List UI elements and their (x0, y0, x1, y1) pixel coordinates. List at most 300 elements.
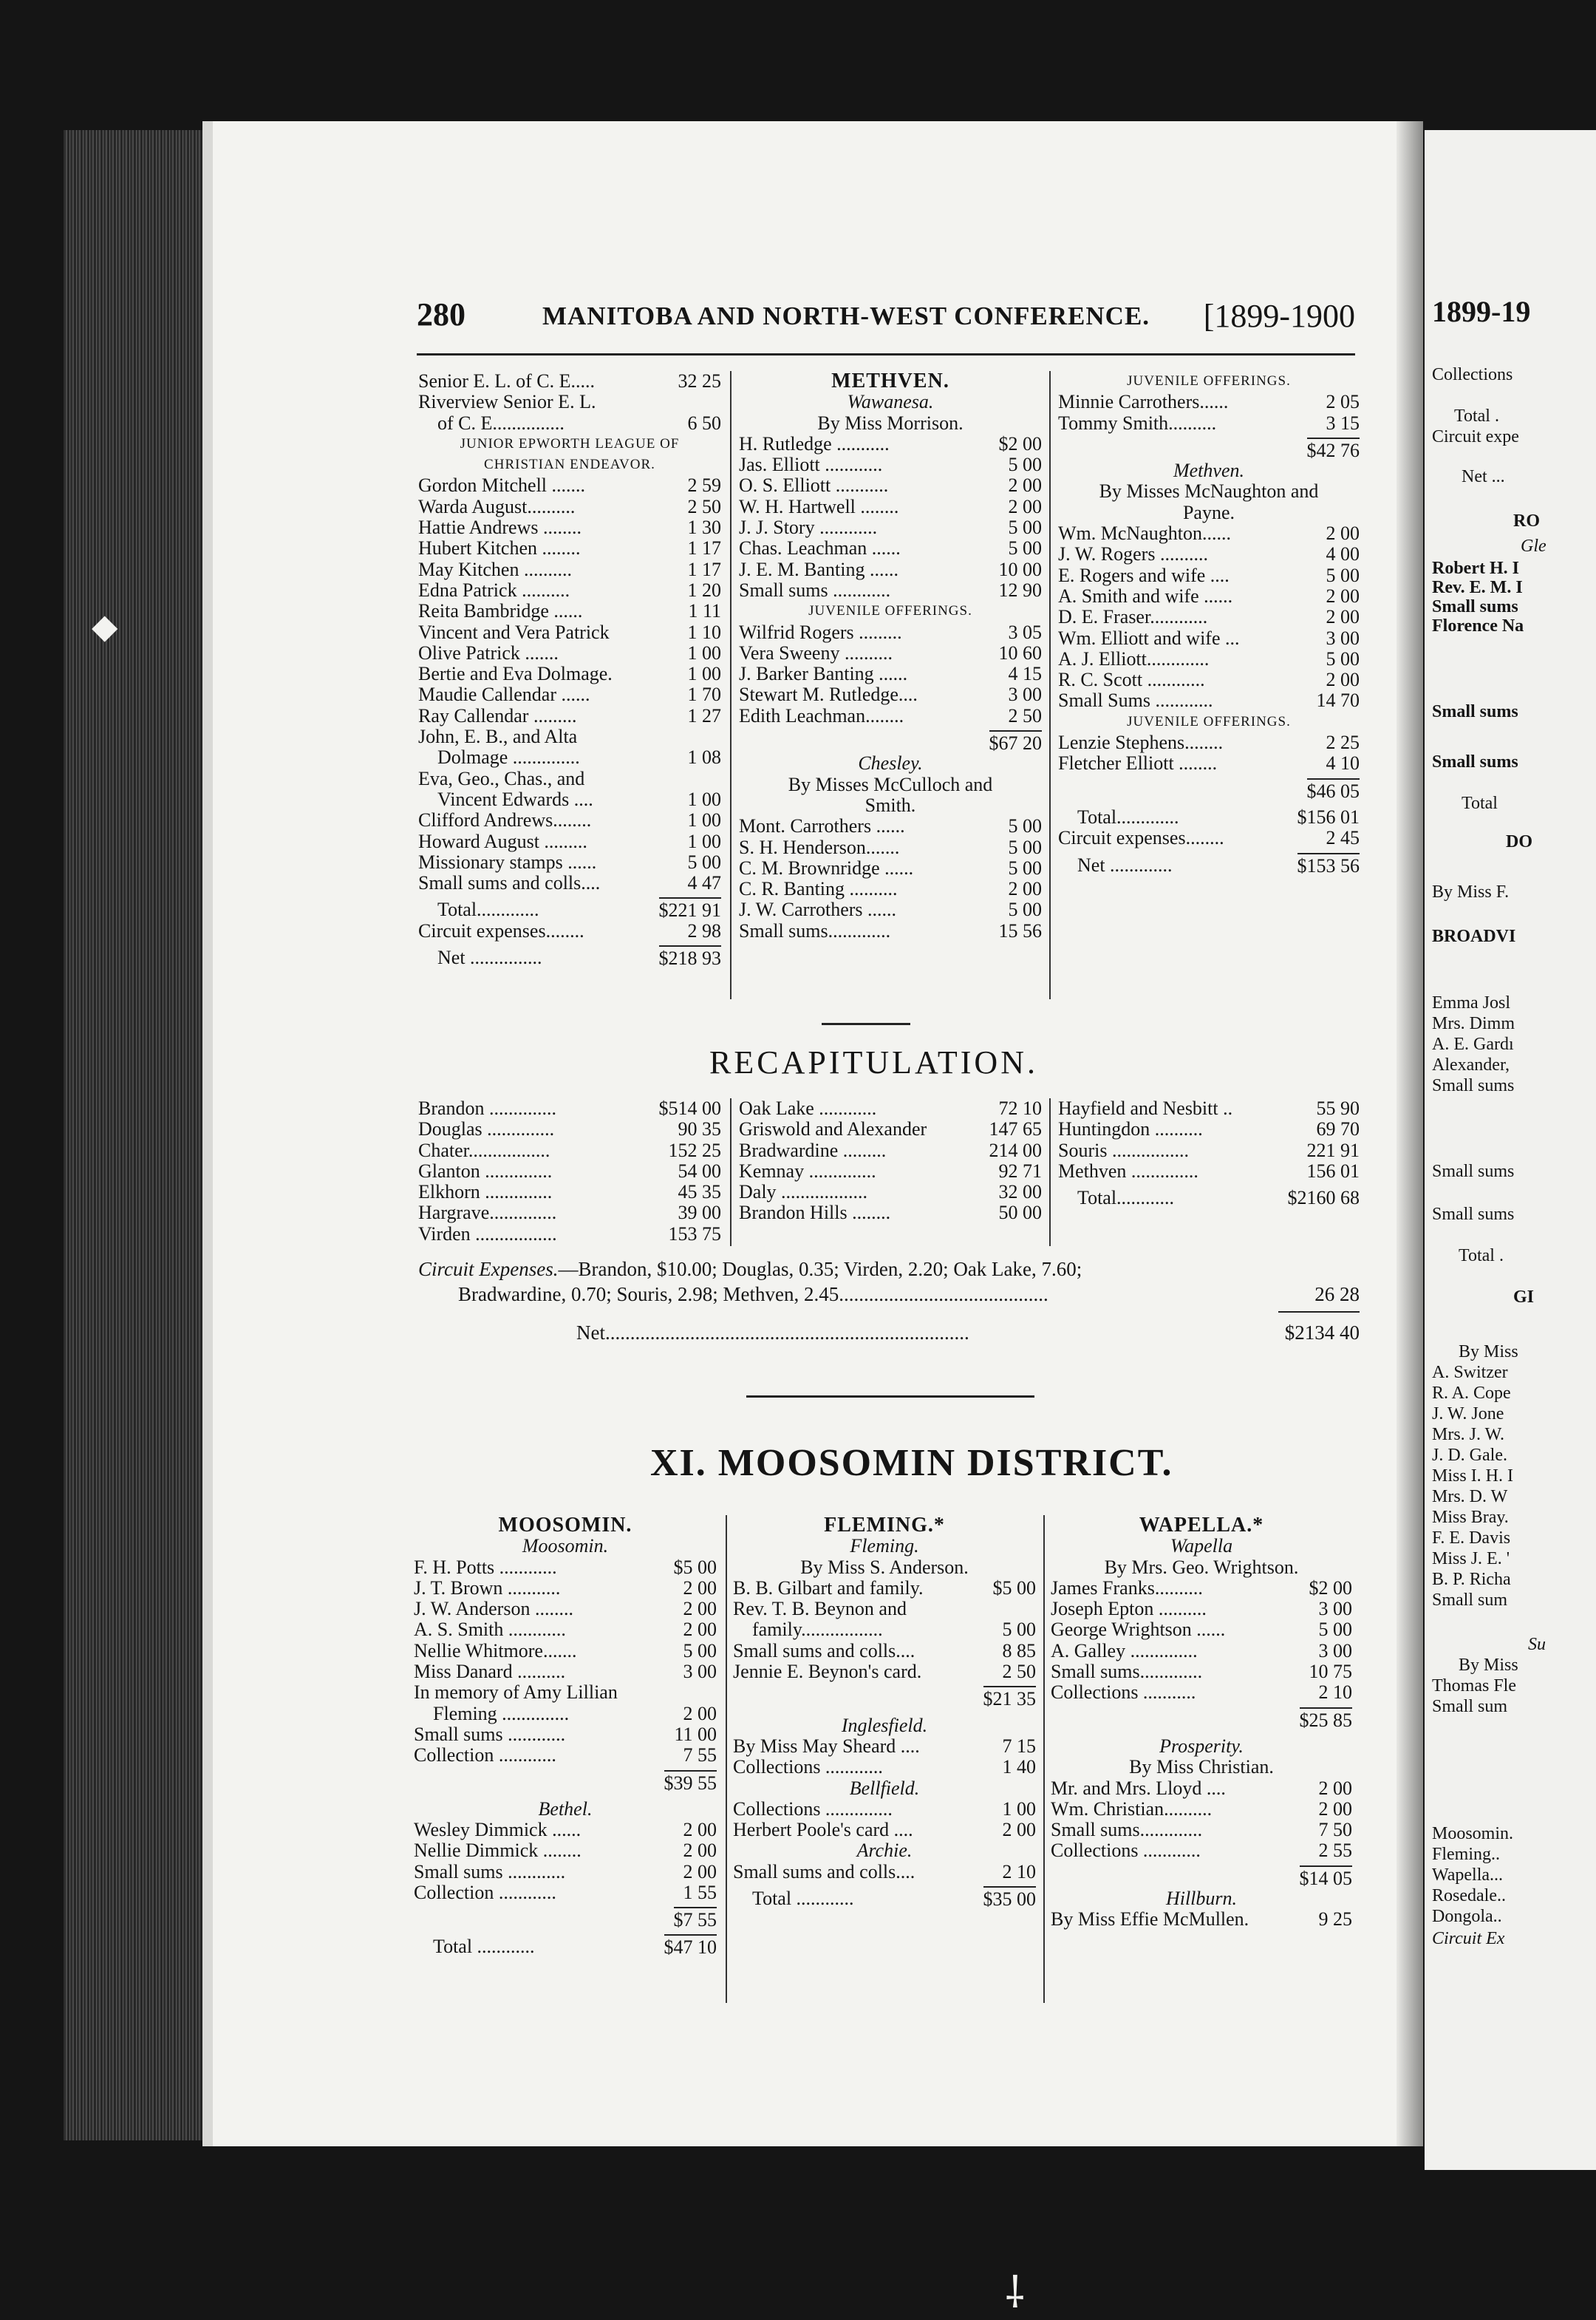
facing-page-fragment: R. A. Cope (1432, 1384, 1511, 1403)
facing-page-fragment: Circuit expe (1432, 427, 1519, 446)
entry-amount: $7 55 (674, 1907, 717, 1931)
total-rule (1278, 1311, 1360, 1313)
entry-amount: 2 00 (1008, 474, 1042, 497)
column-riverview-epworth (418, 371, 721, 968)
entry-amount: 1 17 (687, 558, 721, 580)
entry-amount: 15 56 (998, 919, 1042, 942)
entry-row (733, 1820, 1036, 1840)
entry-name: Total............. (437, 899, 539, 921)
facing-page-fragment: Net ... (1462, 467, 1505, 486)
entry-row (1058, 1098, 1360, 1119)
entry-name: Virden ................. (418, 1222, 557, 1245)
header-rule (417, 353, 1355, 356)
entry-name: Wm. Elliott and wife ... (1058, 627, 1240, 649)
entry-amount: 5 00 (1008, 857, 1042, 879)
entry-amount: 152 25 (668, 1139, 721, 1161)
entry-name: Kemnay .............. (739, 1160, 876, 1182)
facing-page-fragment: Miss I. H. I (1432, 1466, 1514, 1486)
entry-name: Reita Bambridge ...... (418, 600, 583, 622)
total-row (414, 1936, 717, 1957)
entry-amount: 5 00 (1008, 537, 1042, 559)
facing-page-fragment: A. Switzer (1432, 1363, 1508, 1382)
entry-row (739, 899, 1042, 920)
collector-line: By Miss Morrison. (817, 412, 964, 434)
entry-row (418, 371, 721, 392)
entry-name: Total ............ (433, 1935, 535, 1957)
column-divider (1043, 1515, 1045, 2003)
facing-page-fragment: GI (1513, 1287, 1535, 1307)
facing-page-fragment: Robert H. I (1432, 559, 1519, 578)
entry-row (418, 559, 721, 580)
entry-name: Small sums ............ (414, 1860, 566, 1882)
entry-name: Wilfrid Rogers ......... (739, 621, 902, 643)
entry-amount: 54 00 (678, 1160, 721, 1182)
facing-page-fragment: Small sums (1432, 752, 1518, 772)
entry-name: Glanton .............. (418, 1160, 553, 1182)
entry-row (418, 664, 721, 684)
page-number: 280 (417, 296, 466, 333)
entry-name: J. J. Story ............ (739, 517, 878, 539)
entry-name: Brandon .............. (418, 1098, 557, 1119)
entry-row (1058, 1140, 1360, 1161)
entry-row (739, 1161, 1042, 1182)
entry-name: D. E. Fraser............ (1058, 606, 1208, 628)
facing-page-fragment: F. E. Davis (1432, 1528, 1511, 1548)
entry-name: Griswold and Alexander (739, 1118, 927, 1140)
entry-name: Edith Leachman........ (739, 704, 904, 727)
entry-amount: 1 70 (687, 684, 721, 706)
entry-name: of C. E............... (437, 412, 565, 434)
facing-page-fragment: J. W. Jone (1432, 1404, 1504, 1423)
entry-name: Brandon Hills ........ (739, 1202, 891, 1224)
entry-row (1051, 1641, 1352, 1661)
entry-name: J. W. Carrothers ...... (739, 899, 897, 921)
entry-row (739, 706, 1042, 727)
entry-name: Fleming .............. (433, 1702, 570, 1724)
entry-name: A. Galley .............. (1051, 1639, 1198, 1661)
entry-name: F. H. Potts ............ (414, 1556, 557, 1578)
entry-row (1058, 413, 1360, 434)
entry-row (418, 810, 721, 831)
column-divider (726, 1515, 727, 2003)
entry-row (733, 1799, 1036, 1820)
entry-amount: 5 00 (1326, 564, 1360, 586)
entry-name: Tommy Smith.......... (1058, 412, 1217, 434)
entry-amount: 5 00 (1008, 836, 1042, 858)
entry-name: John, E. B., and Alta (418, 726, 578, 748)
entry-row (418, 873, 721, 894)
entry-row (418, 601, 721, 622)
section-rule (746, 1395, 1034, 1398)
entry-amount: 14 70 (1316, 690, 1360, 712)
collector-line: By Miss Christian. (1129, 1756, 1274, 1778)
entry-amount: 2 00 (1318, 1777, 1352, 1799)
entry-name: Collections .............. (733, 1797, 893, 1820)
entry-amount: 2 00 (1008, 495, 1042, 517)
entry-name: H. Rutledge ........... (739, 432, 890, 455)
entry-row (414, 1704, 717, 1724)
entry-row (1058, 1188, 1360, 1208)
entry-row (739, 1202, 1042, 1223)
circuit-expenses-label: Circuit Expenses. (418, 1258, 559, 1280)
entry-name: Oak Lake ............ (739, 1098, 877, 1119)
entry-amount: 7 15 (1002, 1735, 1036, 1757)
entry-amount: 92 71 (998, 1160, 1042, 1182)
column-divider (730, 1098, 732, 1246)
entry-name: Nellie Whitmore....... (414, 1639, 577, 1661)
entry-amount: 1 30 (687, 517, 721, 539)
entry-name: R. C. Scott ............ (1058, 669, 1205, 691)
running-title: MANITOBA AND NORTH-WEST CONFERENCE. (542, 302, 1150, 330)
entry-name: A. Smith and wife ...... (1058, 585, 1233, 607)
entry-row (414, 1745, 717, 1766)
entry-amount: 1 00 (687, 809, 721, 831)
entry-amount: $25 85 (1300, 1707, 1353, 1731)
entry-amount: 8 85 (1002, 1639, 1036, 1661)
entry-row (739, 643, 1042, 664)
total-row (1058, 780, 1360, 801)
entry-amount: $218 93 (659, 945, 722, 969)
entry-name: Gordon Mitchell ....... (418, 474, 586, 497)
facing-page-fragment: By Miss (1459, 1656, 1518, 1675)
entry-amount: 3 00 (1326, 627, 1360, 649)
entry-name: Vincent and Vera Patrick (418, 621, 610, 643)
column-methven (739, 371, 1042, 942)
facing-page-fragment: 1899-19 (1432, 295, 1531, 328)
entry-amount: 39 00 (678, 1202, 721, 1224)
entry-amount: $14 05 (1300, 1865, 1353, 1889)
entry-name: Douglas .............. (418, 1118, 555, 1140)
subheading: JUVENILE OFFERINGS. (1127, 713, 1291, 729)
circuit-heading: METHVEN. (831, 370, 949, 392)
entry-row (1058, 392, 1360, 412)
entry-name: W. H. Hartwell ........ (739, 495, 899, 517)
facing-page-fragment: Su (1528, 1635, 1546, 1654)
entry-name: Hubert Kitchen ........ (418, 537, 581, 559)
entry-amount: 147 65 (989, 1118, 1042, 1140)
entry-name: Jennie E. Beynon's card. (733, 1661, 922, 1683)
entry-row (1058, 828, 1360, 848)
place-name: Prosperity. (1159, 1735, 1244, 1757)
column-fleming (733, 1515, 1036, 1909)
entry-name: Wm. Christian.......... (1051, 1797, 1213, 1820)
entry-row (1058, 1161, 1360, 1182)
entry-row (418, 831, 721, 852)
subheading: CHRISTIAN ENDEAVOR. (484, 457, 655, 473)
facing-page-fragment: Gle (1521, 537, 1546, 556)
entry-row (739, 497, 1042, 517)
entry-amount: 3 00 (683, 1661, 717, 1683)
column-divider (730, 371, 732, 999)
total-row (418, 899, 721, 920)
entry-amount: 4 47 (687, 872, 721, 894)
facing-page-fragment: Total . (1459, 1246, 1504, 1265)
entry-name: Methven .............. (1058, 1160, 1198, 1182)
collector-line: By Miss S. Anderson. (800, 1556, 969, 1578)
total-row (733, 1688, 1036, 1709)
entry-amount: 10 00 (998, 558, 1042, 580)
entry-row (739, 622, 1042, 643)
entry-amount: 6 50 (687, 412, 721, 434)
entry-name: Collection ............ (414, 1744, 556, 1766)
entry-row (739, 580, 1042, 601)
entry-amount: 12 90 (998, 579, 1042, 601)
entry-name: C. R. Banting .......... (739, 878, 898, 900)
facing-page-fragment: Total . (1454, 406, 1499, 426)
facing-page-fragment: Total (1462, 794, 1498, 813)
entry-amount: 221 91 (1306, 1139, 1360, 1161)
column-divider (1049, 371, 1051, 999)
collector-line: By Misses McCulloch and (788, 773, 993, 795)
entry-name: Total............. (1077, 806, 1179, 828)
entry-row (418, 921, 721, 942)
entry-name: J. Barker Banting ...... (739, 663, 908, 685)
facing-page-fragment: Small sums (1432, 702, 1518, 721)
total-row (414, 1772, 717, 1793)
facing-page-fragment: By Miss F. (1432, 882, 1510, 902)
entry-name: Collection ............ (414, 1882, 556, 1904)
place-name: Methven. (1173, 460, 1244, 482)
entry-amount: $39 55 (664, 1770, 717, 1794)
facing-page-fragment: Small sum (1432, 1591, 1508, 1610)
facing-page-fragment: Small sums (1432, 1162, 1515, 1181)
entry-row (418, 684, 721, 705)
entry-row (418, 727, 721, 747)
page-header (417, 296, 1355, 347)
entry-row (1051, 1840, 1352, 1861)
column-methven-juvenile (1058, 371, 1360, 876)
place-name: Inglesfield. (841, 1714, 928, 1736)
entry-name: Joseph Epton .......... (1051, 1598, 1207, 1620)
binding-thread-icon: ⸸ (1005, 2269, 1026, 2317)
entry-row (1051, 1799, 1352, 1820)
entry-name: Total ............ (752, 1888, 854, 1910)
facing-page-fragment: Dongola.. (1432, 1907, 1502, 1926)
entry-row (1058, 649, 1360, 670)
entry-row (414, 1724, 717, 1745)
subheading: JUVENILE OFFERINGS. (1127, 373, 1291, 389)
entry-amount: 5 00 (1002, 1619, 1036, 1641)
entry-amount: 3 00 (1318, 1639, 1352, 1661)
entry-row (1058, 807, 1360, 828)
circuit-heading: FLEMING.* (824, 1514, 945, 1537)
entry-amount: 2 00 (1326, 585, 1360, 607)
entry-amount: 1 00 (1002, 1797, 1036, 1820)
entry-name: Small sums and colls.... (733, 1639, 915, 1661)
entry-name: E. Rogers and wife .... (1058, 564, 1230, 586)
entry-amount: 50 00 (998, 1202, 1042, 1224)
entry-row (739, 684, 1042, 705)
facing-page-fragment: B. P. Richa (1432, 1570, 1511, 1589)
place-name: Wawanesa. (847, 391, 934, 413)
circuit-expenses-line-1: Circuit Expenses.—Brandon, $10.00; Douglas, 0.35; Virden, 2.20; Oak Lake, 7.60; (418, 1258, 1082, 1280)
collector-line: Payne. (1182, 501, 1235, 523)
entry-amount: 4 15 (1008, 663, 1042, 685)
net-label: Net......................................................................... (576, 1321, 969, 1344)
entry-row (418, 789, 721, 810)
entry-row (418, 1098, 721, 1119)
entry-name: Vincent Edwards .... (437, 788, 593, 810)
entry-name: Small sums and colls.... (733, 1860, 915, 1882)
total-row (1051, 1710, 1352, 1730)
entry-row (739, 1140, 1042, 1161)
collector-line: By Mrs. Geo. Wrightson. (1104, 1556, 1299, 1578)
section-rule (822, 1023, 910, 1025)
entry-row (418, 1202, 721, 1223)
entry-amount: $67 20 (989, 730, 1043, 754)
entry-name: Souris ................ (1058, 1139, 1189, 1161)
entry-amount: 2 00 (683, 1598, 717, 1620)
entry-name: James Franks.......... (1051, 1576, 1203, 1599)
entry-row (418, 475, 721, 496)
entry-row (418, 852, 721, 873)
recap-column-1 (418, 1098, 721, 1245)
entry-name: Small sums ............ (739, 579, 891, 601)
entry-row (739, 475, 1042, 496)
entry-name: family................. (752, 1619, 883, 1641)
entry-name: Circuit expenses........ (1058, 827, 1224, 849)
facing-page-fragment: Rev. E. M. I (1432, 578, 1523, 597)
facing-page-fragment: Mrs. Dimm (1432, 1014, 1515, 1033)
entry-name: Bradwardine ......... (739, 1139, 887, 1161)
entry-amount: 2 00 (683, 1819, 717, 1841)
entry-name: O. S. Elliott ........... (739, 474, 889, 497)
entry-row (414, 1619, 717, 1640)
entry-name: Minnie Carrothers...... (1058, 391, 1229, 413)
entry-name: J. W. Rogers .......... (1058, 543, 1208, 565)
entry-amount: 32 25 (678, 370, 721, 392)
entry-name: Collections ........... (1051, 1681, 1196, 1704)
entry-row (418, 1161, 721, 1182)
entry-amount: 1 00 (687, 663, 721, 685)
entry-amount: 3 00 (1008, 684, 1042, 706)
facing-page-fragment: RO (1513, 511, 1540, 531)
entry-row (418, 1119, 721, 1140)
entry-row (1058, 690, 1360, 711)
entry-name: A. J. Elliott............. (1058, 647, 1210, 670)
entry-amount: 10 60 (998, 642, 1042, 664)
entry-amount: $47 10 (664, 1934, 717, 1958)
entry-name: Collections ............ (1051, 1840, 1201, 1862)
entry-row (414, 1599, 717, 1619)
facing-page-fragment: Small sum (1432, 1697, 1508, 1716)
entry-name: Small sums and colls.... (418, 872, 601, 894)
entry-row (1051, 1909, 1352, 1930)
entry-name: In memory of Amy Lillian (414, 1681, 618, 1704)
entry-name: Edna Patrick .......... (418, 579, 570, 601)
entry-name: Lenzie Stephens........ (1058, 732, 1224, 754)
entry-name: Jas. Elliott ............ (739, 454, 883, 476)
entry-amount: 2 00 (1318, 1797, 1352, 1820)
entry-row (1051, 1661, 1352, 1682)
entry-name: Mr. and Mrs. Lloyd .... (1051, 1777, 1226, 1799)
entry-row (733, 1641, 1036, 1661)
place-name: Bethel. (538, 1797, 593, 1820)
facing-page-fragment: Mrs. J. W. (1432, 1425, 1505, 1444)
entry-row (414, 1882, 717, 1903)
year-range: [1899-1900 (1203, 298, 1355, 334)
place-name: Moosomin. (522, 1535, 609, 1557)
subheading: JUNIOR EPWORTH LEAGUE OF (460, 435, 680, 452)
entry-amount: $2 00 (998, 432, 1042, 455)
entry-row (739, 858, 1042, 879)
entry-name: Daly .................. (739, 1181, 868, 1203)
recapitulation-title: RECAPITULATION. (709, 1044, 1038, 1081)
entry-name: Small Sums ............ (1058, 690, 1213, 712)
entry-name: J. T. Brown ........... (414, 1576, 561, 1599)
entry-amount: 45 35 (678, 1181, 721, 1203)
entry-amount: 5 00 (1326, 647, 1360, 670)
entry-name: Hargrave.............. (418, 1202, 557, 1224)
entry-row (418, 1140, 721, 1161)
entry-amount: 9 25 (1318, 1908, 1352, 1931)
entry-row (1051, 1599, 1352, 1619)
entry-row (1051, 1578, 1352, 1599)
entry-name: J. E. M. Banting ...... (739, 558, 898, 580)
entry-name: Circuit expenses........ (418, 919, 584, 942)
entry-row (1058, 586, 1360, 607)
entry-amount: $5 00 (673, 1556, 717, 1578)
entry-name: Huntingdon .......... (1058, 1118, 1203, 1140)
entry-name: Hattie Andrews ........ (418, 517, 582, 539)
entry-row (739, 455, 1042, 475)
entry-amount: 72 10 (998, 1098, 1042, 1119)
entry-row (739, 1119, 1042, 1140)
entry-row (418, 643, 721, 664)
entry-amount: 214 00 (989, 1139, 1042, 1161)
entry-name: Olive Patrick ....... (418, 642, 559, 664)
entry-amount: 2 00 (683, 1702, 717, 1724)
entry-amount: 2 10 (1002, 1860, 1036, 1882)
entry-row (418, 622, 721, 643)
entry-row (739, 816, 1042, 837)
entry-row (1058, 628, 1360, 649)
entry-amount: 3 15 (1326, 412, 1360, 434)
facing-page-fragment: Miss Bray. (1432, 1508, 1509, 1527)
total-row (1051, 1868, 1352, 1888)
entry-row (739, 879, 1042, 899)
entry-amount: $153 56 (1297, 853, 1360, 877)
entry-row (1058, 753, 1360, 774)
facing-page-fragment: Small sums (1432, 1076, 1515, 1095)
entry-amount: $42 76 (1307, 438, 1360, 461)
entry-name: Chas. Leachman ...... (739, 537, 901, 559)
entry-row (733, 1661, 1036, 1682)
column-moosomin (414, 1515, 717, 1957)
facing-page-fragment: Alexander, (1432, 1055, 1510, 1075)
entry-amount: 2 00 (683, 1576, 717, 1599)
entry-amount: 2 55 (1318, 1840, 1352, 1862)
entry-name: Mont. Carrothers ...... (739, 815, 905, 837)
entry-row (418, 538, 721, 559)
entry-name: Stewart M. Rutledge.... (739, 684, 918, 706)
entry-amount: 5 00 (687, 851, 721, 873)
entry-amount: 2 00 (683, 1860, 717, 1882)
entry-name: Fletcher Elliott ........ (1058, 752, 1218, 775)
entry-row (1051, 1778, 1352, 1799)
entry-row (418, 769, 721, 789)
entry-amount: 2 50 (1002, 1661, 1036, 1683)
entry-amount: 2 05 (1326, 391, 1360, 413)
entry-row (418, 706, 721, 727)
entry-name: By Miss Effie McMullen. (1051, 1908, 1249, 1931)
entry-name: Herbert Poole's card .... (733, 1819, 913, 1841)
entry-amount: 2 45 (1326, 827, 1360, 849)
facing-page-fragment: Small sums (1432, 1205, 1515, 1224)
entry-name: Vera Sweeny .......... (739, 642, 893, 664)
entry-name: Elkhorn .............. (418, 1181, 553, 1203)
facing-page-fragment: Fleming.. (1432, 1845, 1501, 1864)
